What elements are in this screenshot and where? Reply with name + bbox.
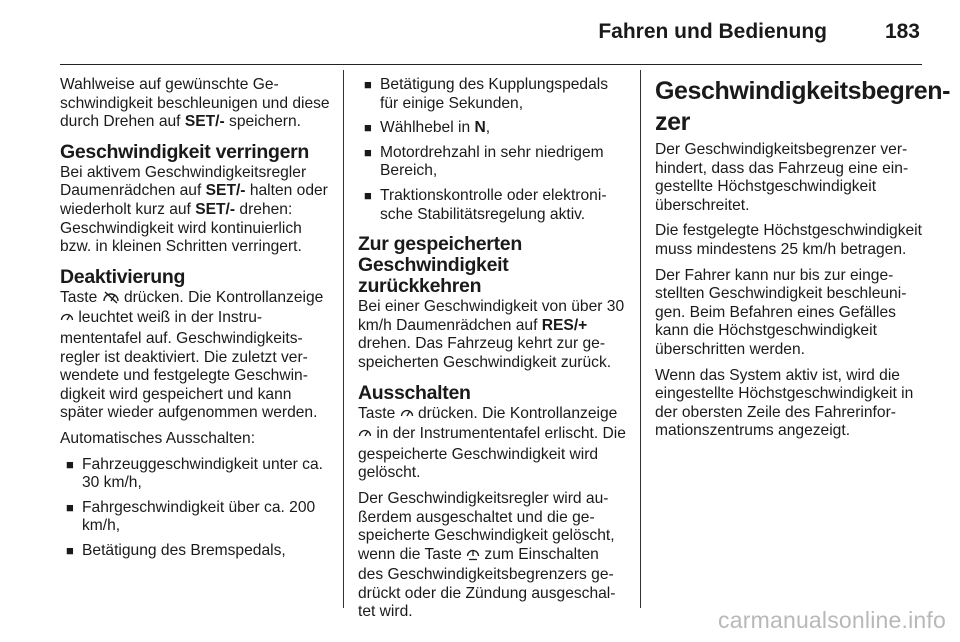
speed-limiter-icon	[466, 546, 480, 567]
column-3	[655, 76, 951, 448]
watermark: carmanualsonline.info	[718, 607, 946, 633]
text: in der Instrumententafel erlischt. Die gespeicherte Geschwindigkeit wird gelöscht.	[358, 425, 626, 482]
paragraph	[60, 164, 330, 257]
paragraph	[60, 76, 330, 132]
list-item-text: Betätigung des Bremspedals,	[82, 541, 286, 559]
text: Wahlweise auf gewünschte Geschwindigkeit beschleunigen und diese durch Drehen auf	[60, 76, 330, 131]
list-item-text: Betätigung des Kupplungspedals für einige Sekunden,	[380, 76, 609, 112]
text: Taste	[358, 404, 400, 422]
bullet-icon: ■	[364, 187, 372, 203]
control-label: SET/-	[184, 113, 225, 131]
text: drücken. Die Kontrollanzeige	[119, 288, 324, 306]
header-title: Fahren und Bedienung	[598, 20, 827, 43]
bullet-icon: ■	[364, 144, 372, 160]
heading-deactivation: Deaktivierung	[60, 265, 186, 288]
bullet-icon: ■	[364, 120, 372, 136]
bullet-list	[60, 456, 330, 561]
list-item-text: Wählhebel in	[380, 119, 475, 137]
paragraph	[60, 289, 330, 423]
column-divider	[343, 70, 344, 608]
list-item-text: ,	[485, 119, 491, 137]
cruise-control-indicator-icon	[400, 406, 414, 426]
heading-switch-off: Ausschalten	[358, 381, 471, 404]
list-item	[358, 76, 626, 113]
text: Der Geschwindigkeitsregler wird außerdem ausgeschaltet und die gespeicherte Geschwindigkeit gelöscht, wenn die Taste	[358, 489, 615, 563]
heading-resume-speed: Zur gespeicherten Geschwindigkeit zurückkehren	[358, 233, 522, 298]
control-label: SET/-	[195, 200, 236, 218]
text: halten oder wiederholt kurz auf	[60, 182, 328, 218]
text: drehen. Das Fahrzeug kehrt zur gespeicherten Geschwindigkeit zurück.	[358, 335, 612, 371]
text: speichern.	[224, 113, 301, 131]
paragraph	[358, 405, 626, 483]
list-item	[60, 499, 330, 536]
column-1	[60, 76, 330, 567]
paragraph	[358, 490, 626, 622]
cruise-control-indicator-icon	[60, 310, 74, 330]
list-item	[358, 187, 626, 224]
page-header	[60, 20, 922, 65]
bullet-list	[358, 76, 626, 224]
list-item-text: Motordrehzahl in sehr niedrigem Bereich,	[380, 143, 604, 180]
bullet-icon: ■	[66, 499, 74, 515]
gear-label: N	[474, 119, 486, 137]
text: Taste	[60, 288, 102, 306]
heading-reduce-speed: Geschwindigkeit verringern	[60, 140, 310, 163]
paragraph	[358, 298, 626, 372]
text: leuchtet weiß in der Instrumententafel auf. Geschwindigkeitsregler ist deaktiviert. Die zuletzt verwendete und festgelegte Geschwindigkeit wird gespeichert und kann später wieder aufgenommen werden.	[60, 309, 318, 422]
paragraph: Die festgelegte Höchstgeschwindigkeit muss mindestens 25 km/h betragen.	[655, 222, 922, 258]
control-label: SET/-	[205, 182, 246, 200]
list-item-text: Fahrgeschwindigkeit über ca. 200 km/h,	[82, 498, 316, 535]
list-item	[358, 119, 626, 138]
bullet-icon: ■	[66, 542, 74, 558]
list-item-text: Traktionskontrolle oder elektronische Stabilitätsregelung aktiv.	[380, 186, 607, 223]
bullet-icon: ■	[364, 77, 372, 92]
cruise-control-off-icon	[102, 290, 120, 310]
list-item-text: Fahrzeuggeschwindigkeit unter ca. 30 km/h,	[82, 455, 323, 492]
column-divider	[640, 70, 641, 608]
paragraph: Wenn das System aktiv ist, wird die eingestellte Höchstgeschwindigkeit in der obersten Zeile des Fahrerinformationszentrums angezeigt.	[655, 366, 914, 440]
text: Bei aktivem Geschwindigkeitsregler Daumenrädchen auf	[60, 163, 307, 200]
list-item	[358, 144, 626, 181]
page-number: 183	[884, 20, 920, 43]
heading-speed-limiter: Geschwindigkeitsbegrenzer	[655, 77, 951, 136]
column-2	[358, 76, 626, 629]
text: drehen: Geschwindigkeit wird kontinuierlich bzw. in kleinen Schritten verringert.	[60, 200, 302, 256]
list-item	[60, 542, 330, 561]
text: drücken. Die Kontrollanzeige	[413, 404, 618, 422]
paragraph: Automatisches Ausschalten:	[60, 429, 256, 447]
text: zum Einschalten des Geschwindigkeitsbegrenzers gedrückt oder die Zündung ausgeschaltet wird.	[358, 545, 616, 621]
control-label: RES/+	[541, 316, 588, 334]
bullet-icon: ■	[66, 456, 74, 472]
paragraph: Der Fahrer kann nur bis zur eingestellten Geschwindigkeit beschleunigen. Beim Befahren eines Gefälles kann die Höchstgeschwindigkeit überschritten werden.	[655, 266, 907, 358]
paragraph: Der Geschwindigkeitsbegrenzer verhindert, dass das Fahrzeug eine eingestellte Höchstgeschwindigkeit überschreitet.	[655, 141, 909, 214]
text: Bei einer Geschwindigkeit von über 30 km/h Daumenrädchen auf	[358, 298, 625, 334]
list-item	[60, 456, 330, 493]
cruise-control-indicator-icon	[358, 426, 372, 446]
